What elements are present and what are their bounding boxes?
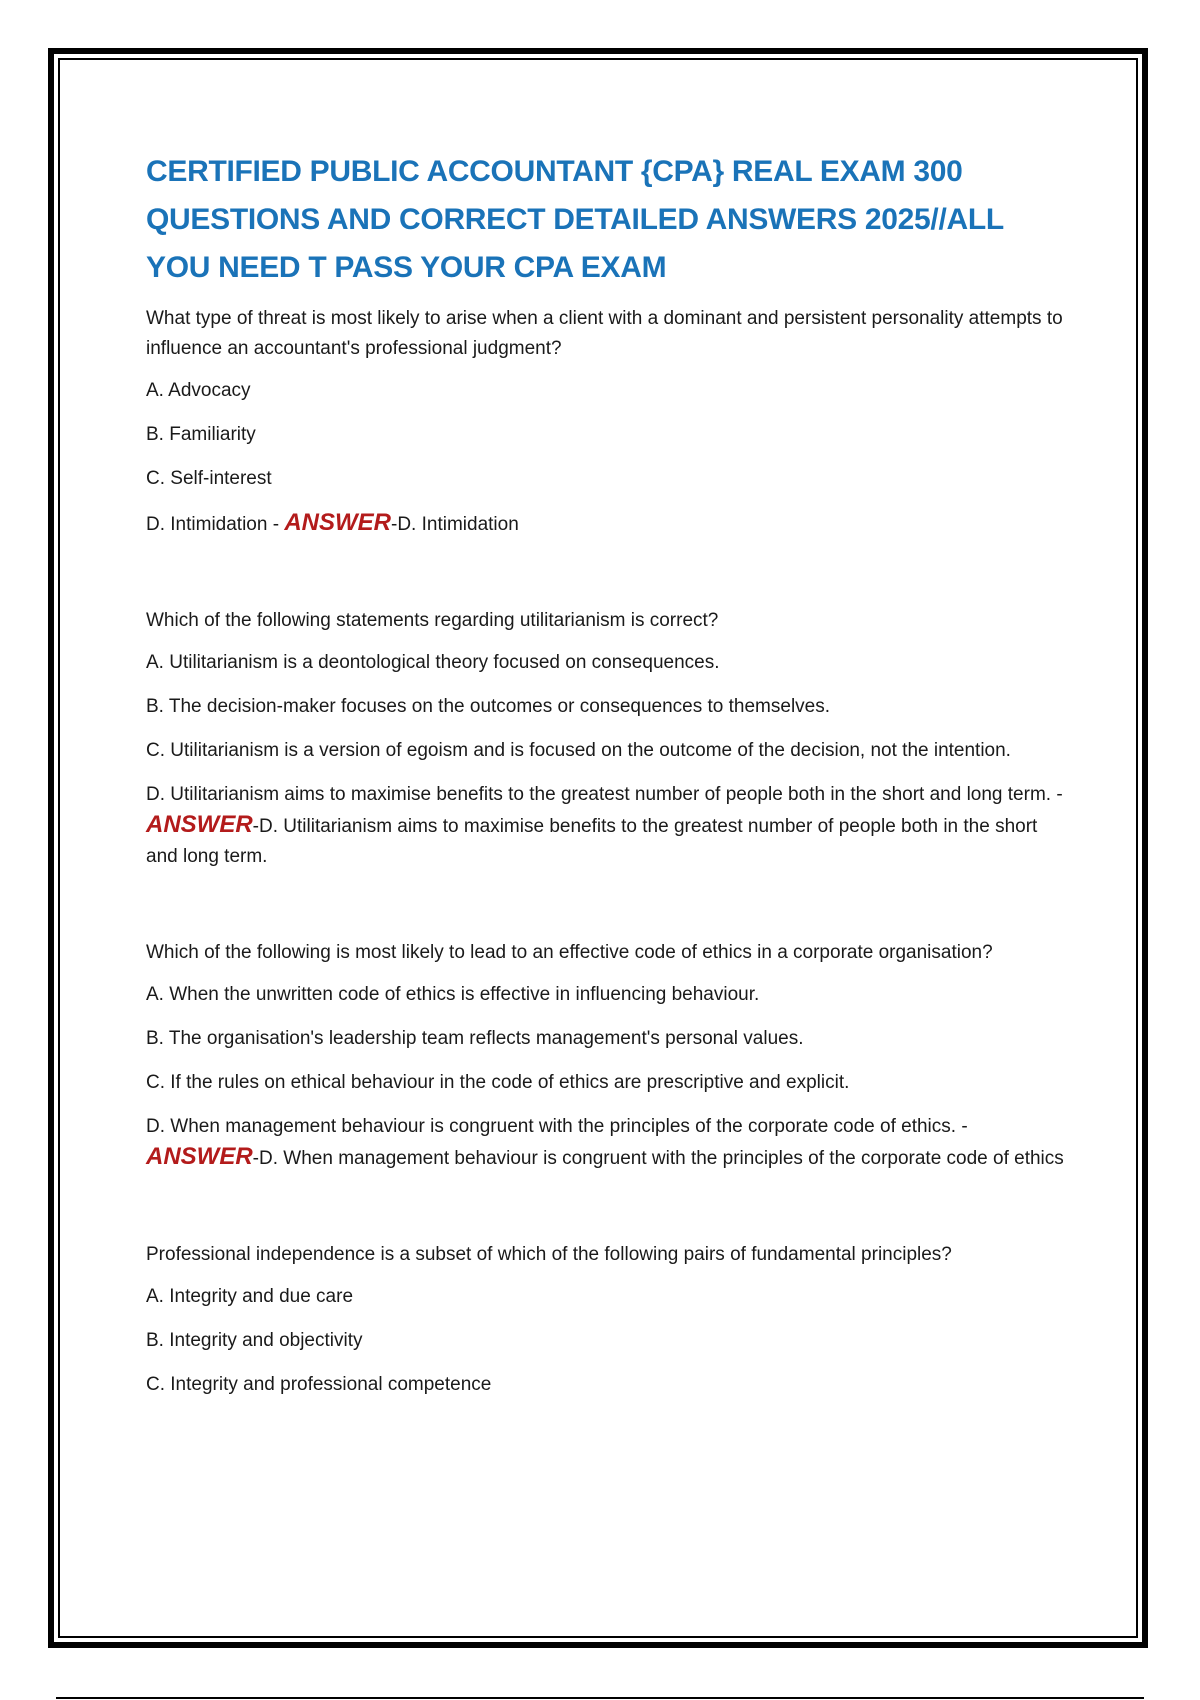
question-block xyxy=(146,1240,1066,1400)
option-b: B. The organisation's leadership team reflects management's personal values. xyxy=(146,1028,804,1049)
question-text: Which of the following statements regarding utilitarianism is correct? xyxy=(146,610,719,631)
answer-text: -D. Intimidation xyxy=(391,514,519,535)
option-b: B. Integrity and objectivity xyxy=(146,1330,363,1351)
option-a: A. Utilitarianism is a deontological theory focused on consequences. xyxy=(146,652,720,673)
question-block xyxy=(146,938,1066,1174)
question-text: Which of the following is most likely to lead to an effective code of ethics in a corporate organisation? xyxy=(146,942,993,963)
answer-text: -D. When management behaviour is congruent with the principles of the corporate code of ethics xyxy=(252,1148,1064,1169)
option-d: D. Utilitarianism aims to maximise benefits to the greatest number of people both in the short and long term. - xyxy=(146,784,1063,805)
option-a: A. Advocacy xyxy=(146,380,251,401)
option-c: C. If the rules on ethical behaviour in the code of ethics are prescriptive and explicit. xyxy=(146,1072,850,1093)
option-b: B. Familiarity xyxy=(146,424,256,445)
option-b: B. The decision-maker focuses on the outcomes or consequences to themselves. xyxy=(146,696,831,717)
question-block xyxy=(146,304,1066,540)
next-page-edge xyxy=(56,1697,1144,1699)
question-block xyxy=(146,606,1066,872)
option-d-with-answer xyxy=(146,780,1066,872)
question-text: Professional independence is a subset of which of the following pairs of fundamental principles? xyxy=(146,1244,952,1265)
option-d-with-answer xyxy=(146,1112,1066,1174)
answer-label: ANSWER xyxy=(146,1143,253,1170)
option-c: C. Self-interest xyxy=(146,468,272,489)
option-c: C. Integrity and professional competence xyxy=(146,1374,492,1395)
document-title: CERTIFIED PUBLIC ACCOUNTANT {CPA} REAL EXAM 300 QUESTIONS AND CORRECT DETAILED ANSWERS 2025//ALL YOU NEED T PASS YOUR CPA EXAM xyxy=(146,155,1004,284)
option-a: A. When the unwritten code of ethics is effective in influencing behaviour. xyxy=(146,984,760,1005)
option-d: D. When management behaviour is congruent with the principles of the corporate code of ethics. - xyxy=(146,1116,968,1137)
document-body xyxy=(146,148,1066,1414)
option-c: C. Utilitarianism is a version of egoism and is focused on the outcome of the decision, not the intention. xyxy=(146,740,1011,761)
option-d: D. Intimidation - xyxy=(146,514,285,535)
option-d-with-answer xyxy=(146,508,1066,540)
answer-label: ANSWER xyxy=(284,509,391,536)
answer-text: -D. Utilitarianism aims to maximise benefits to the greatest number of people both in the short and long term. xyxy=(146,816,1038,867)
answer-label: ANSWER xyxy=(146,811,253,838)
option-a: A. Integrity and due care xyxy=(146,1286,354,1307)
question-text: What type of threat is most likely to arise when a client with a dominant and persistent personality attempts to influence an accountant's professional judgment? xyxy=(146,308,1063,359)
